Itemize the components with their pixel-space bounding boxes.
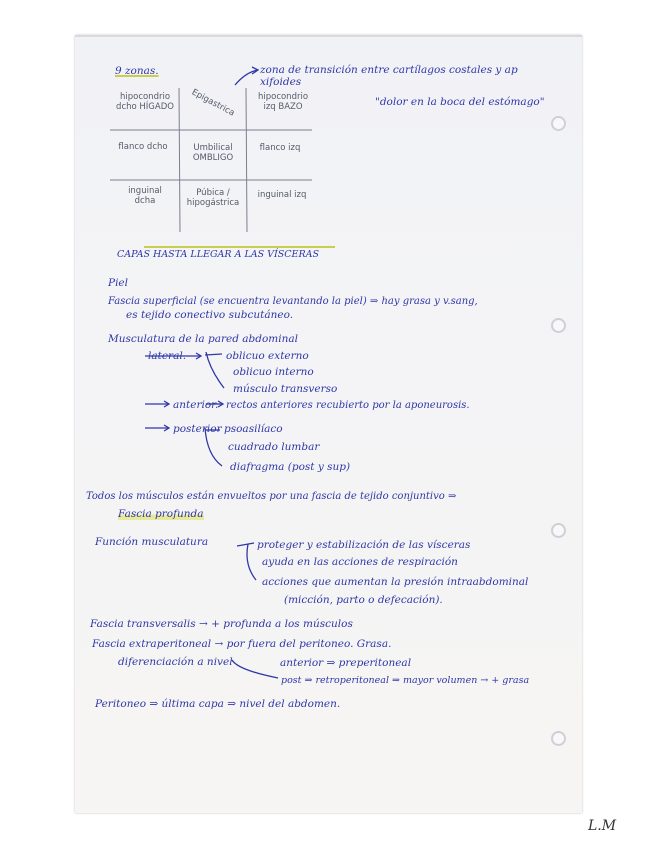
author-initials: L.M bbox=[588, 818, 617, 834]
transition-quote: "dolor en la boca del estómago" bbox=[375, 96, 545, 108]
zone-cell: Umbilical OMBLIGO bbox=[192, 143, 234, 163]
function-item: ayuda en las acciones de respiración bbox=[262, 556, 458, 568]
posterior-item: cuadrado lumbar bbox=[228, 441, 320, 453]
muscle-title: Musculatura de la pared abdominal bbox=[108, 333, 298, 345]
zones-title: 9 zonas. bbox=[115, 65, 159, 77]
zone-cell: hipocondrio dcho HÍGADO bbox=[116, 92, 174, 112]
zone-cell: flanco izq bbox=[259, 143, 301, 153]
layer-fascia-sup: Fascia superficial (se encuentra levantando la piel) ⇒ hay grasa y v.sang, bbox=[108, 296, 478, 307]
fascia-extraperitoneal: Fascia extraperitoneal → por fuera del peritoneo. Grasa. bbox=[92, 638, 392, 650]
layer-fascia-sup-2: es tejido conectivo subcutáneo. bbox=[126, 309, 294, 321]
anterior-pre: anterior ⇒ preperitoneal bbox=[280, 657, 412, 669]
zone-cell: inguinal izq bbox=[257, 190, 307, 200]
zone-cell: inguinal dcha bbox=[128, 186, 162, 206]
lateral-item: oblicuo interno bbox=[233, 366, 314, 378]
fascia-profunda: Fascia profunda bbox=[118, 508, 204, 520]
lateral-item: músculo transverso bbox=[233, 383, 338, 395]
zone-cell: Púbica / hipogástrica bbox=[186, 188, 240, 208]
posterior-item: diafragma (post y sup) bbox=[230, 461, 351, 473]
function-title: Función musculatura bbox=[95, 536, 209, 548]
post-retro: post ⇒ retroperitoneal ⇒ mayor volumen → + grasa bbox=[281, 675, 530, 686]
function-item: acciones que aumentan la presión intraabdominal bbox=[262, 576, 529, 588]
layer-piel: Piel bbox=[108, 277, 128, 289]
fascia-transversalis: Fascia transversalis → + profunda a los músculos bbox=[90, 618, 353, 630]
lateral-item: oblicuo externo bbox=[226, 350, 309, 362]
anterior-text: rectos anteriores recubierto por la aponeurosis. bbox=[226, 400, 470, 411]
posterior-item: psoasilíaco bbox=[224, 423, 283, 435]
anterior-label: anterior. bbox=[173, 399, 219, 411]
transition-note: zona de transición entre cartílagos costales y ap xifoides bbox=[260, 64, 518, 88]
fascia-all-note: Todos los músculos están envueltos por una fascia de tejido conjuntivo ⇒ bbox=[86, 491, 457, 502]
layers-title: CAPAS HASTA LLEGAR A LAS VÍSCERAS bbox=[117, 249, 319, 260]
zone-cell: Epigastrica bbox=[189, 87, 237, 119]
lateral-label: lateral. bbox=[148, 350, 187, 362]
diferenciacion: diferenciación a nivel bbox=[118, 656, 233, 668]
peritoneo-note: Peritoneo ⇒ última capa ⇒ nivel del abdomen. bbox=[95, 698, 341, 710]
zone-cell: hipocondrio izq BAZO bbox=[257, 92, 309, 112]
function-item: proteger y estabilización de las vísceras bbox=[257, 539, 471, 551]
posterior-label: posterior bbox=[173, 423, 222, 435]
function-item: (micción, parto o defecación). bbox=[284, 594, 443, 606]
zone-cell: flanco dcho bbox=[118, 142, 168, 152]
